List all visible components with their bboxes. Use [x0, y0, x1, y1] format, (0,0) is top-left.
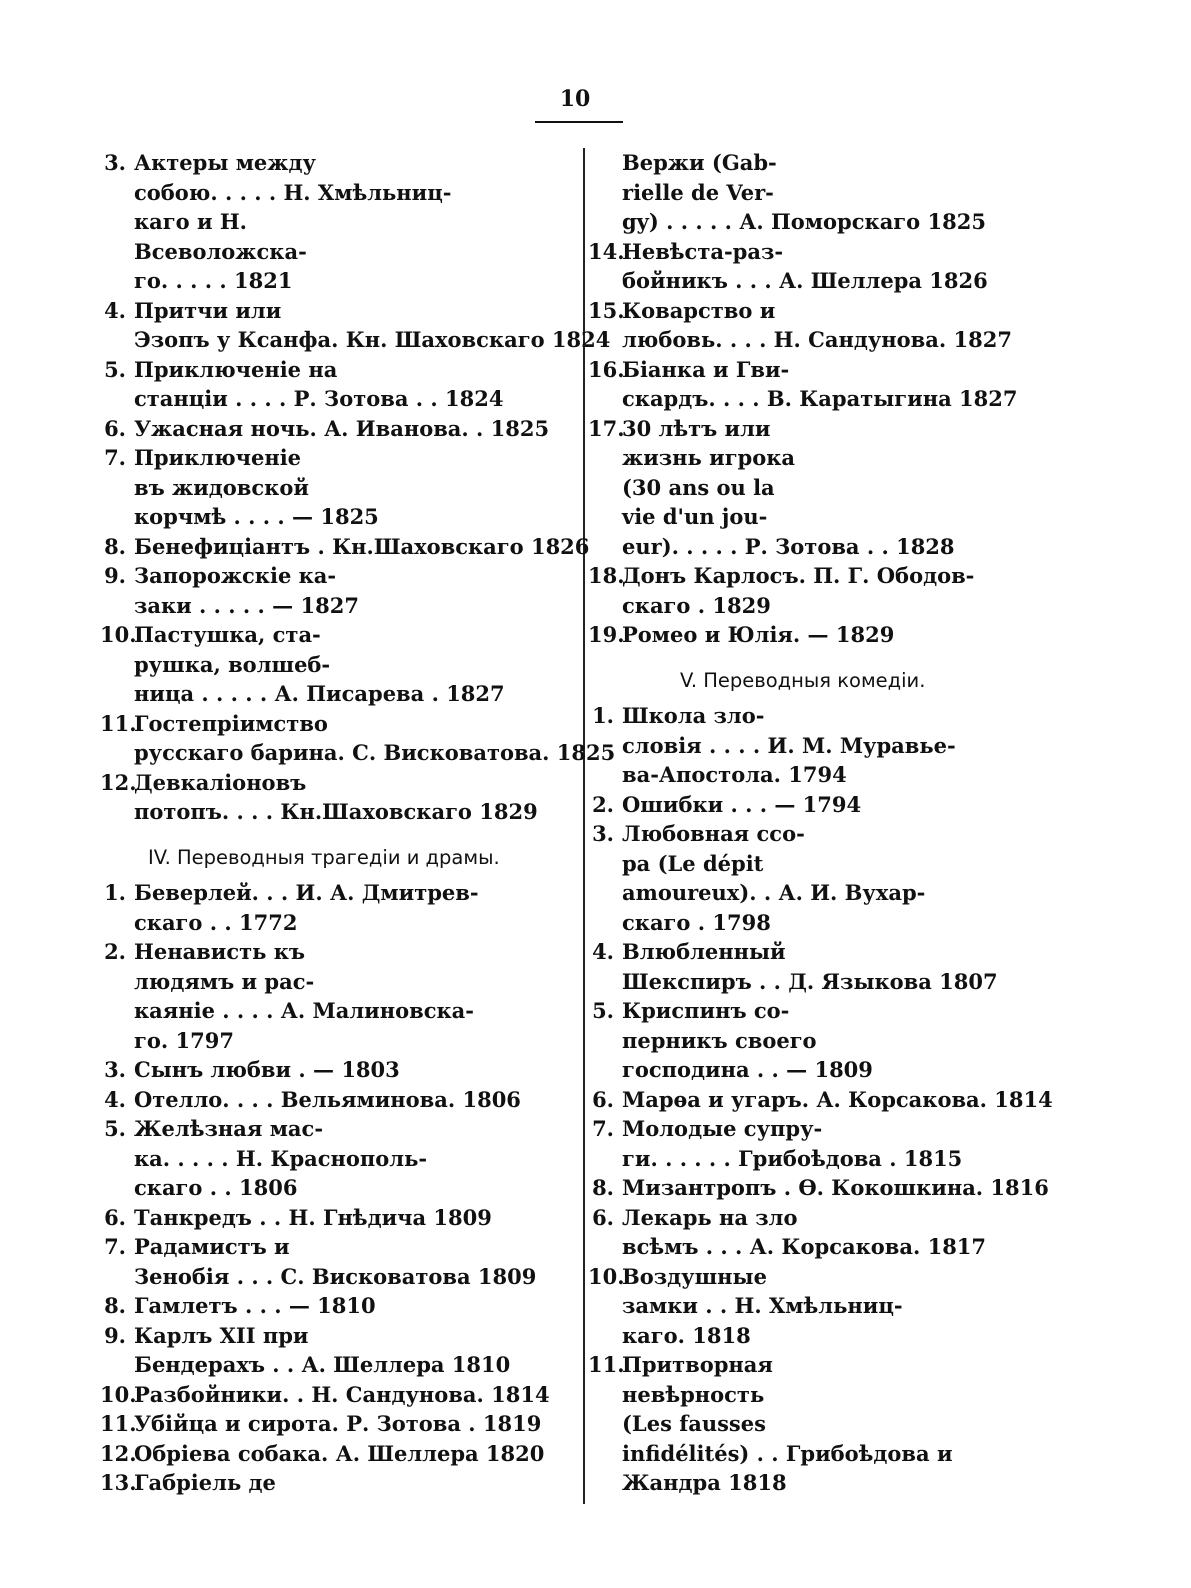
entry-line: vie d'un jou-	[622, 504, 768, 529]
entry-line: Мизантропъ . Ѳ. Кокошкина. 1816	[622, 1175, 1049, 1200]
entry-line: rielle de Ver-	[622, 179, 774, 205]
entry-line: Приключеніе	[134, 445, 302, 470]
entry-number: 4.	[592, 939, 614, 964]
entry-number: 4.	[104, 1086, 126, 1112]
play-entry	[100, 1085, 578, 1115]
entry-line: Шекспиръ . . Д. Языкова 1807	[622, 968, 998, 994]
entry-line: Коварство и	[622, 297, 776, 323]
entry-line: Ошибки . . . — 1794	[622, 791, 862, 817]
entry-number: 13.	[100, 1470, 137, 1495]
entry-number: 12.	[100, 1440, 137, 1466]
entry-line: eur). . . . . Р. Зотова . . 1828	[622, 533, 955, 559]
entry-line: корчмѣ . . . . — 1825	[134, 504, 379, 529]
play-entry	[100, 355, 578, 414]
entry-line: потопъ. . . . Кн.Шаховскаго 1829	[134, 799, 538, 824]
entry-line: замки . . Н. Хмѣльниц-	[622, 1293, 903, 1318]
play-entry	[100, 1380, 578, 1410]
entry-line: Молодые супру-	[622, 1116, 823, 1141]
entry-line: Всеволожска-	[134, 238, 307, 264]
entry-number: 8.	[104, 533, 126, 559]
entry-line: Воздушные	[622, 1263, 767, 1289]
entry-line: скаго . 1829	[622, 592, 771, 618]
play-entry	[100, 1439, 578, 1469]
entry-number: 6.	[592, 1204, 614, 1230]
play-entry	[100, 878, 578, 937]
entry-line: Отелло. . . . Вельяминова. 1806	[134, 1086, 521, 1112]
entry-line: въ жидовской	[134, 474, 309, 500]
entry-number: 9.	[104, 563, 126, 588]
entry-line: Карлъ XII при	[134, 1322, 309, 1348]
entry-number: 3.	[592, 821, 614, 846]
entry-number: 1.	[104, 880, 126, 905]
page-number-rule	[535, 121, 623, 123]
entry-line: перникъ своего	[622, 1027, 817, 1053]
entry-line: Притчи или	[134, 297, 282, 323]
entry-line: господина . . — 1809	[622, 1057, 873, 1082]
entry-number: 11.	[100, 1411, 137, 1436]
entry-number: 6.	[104, 1204, 126, 1230]
entry-number: 7.	[592, 1116, 614, 1141]
entry-line: Бендерахъ . . А. Шеллера 1810	[134, 1352, 511, 1377]
entry-line: Гостепріимство	[134, 710, 328, 736]
entry-line: любовь. . . . Н. Сандунова. 1827	[622, 327, 1012, 352]
play-entry	[588, 937, 1048, 996]
entry-number: 17.	[588, 415, 625, 441]
entry-line: го. . . . . 1821	[134, 268, 293, 293]
entry-line: Школа зло-	[622, 703, 765, 728]
entry-line: Обріева собака. А. Шеллера 1820	[134, 1440, 545, 1466]
entry-line: Беверлей. . . И. А. Дмитрев-	[134, 880, 479, 905]
entry-line: рушка, волшеб-	[134, 651, 331, 677]
entry-line: infidélités) . . Грибоѣдова и	[622, 1440, 953, 1466]
entry-line: заки . . . . . — 1827	[134, 592, 359, 618]
entry-line: Девкаліоновъ	[134, 769, 307, 795]
play-entry	[588, 237, 1048, 296]
play-entry	[588, 414, 1048, 562]
entry-number: 3.	[104, 1057, 126, 1082]
section-heading: V. Переводныя комедіи.	[680, 668, 926, 692]
entry-line: Приключеніе на	[134, 356, 338, 382]
entry-line: Запорожскіе ка-	[134, 563, 337, 588]
entry-line: Пастушка, ста-	[134, 622, 321, 647]
entry-line: людямъ и рас-	[134, 968, 315, 994]
play-entry	[588, 1085, 1053, 1115]
play-entry	[100, 620, 578, 709]
entry-line: Любовная ссо-	[622, 821, 805, 846]
entry-number: 12.	[100, 769, 137, 795]
section-heading: IV. Переводныя трагедіи и драмы.	[148, 845, 500, 869]
entry-line: жизнь игрока	[622, 445, 796, 470]
page-number: 10	[559, 86, 591, 112]
play-entry	[100, 1055, 578, 1085]
entry-line: русскаго барина. С. Висковатова. 1825	[134, 740, 616, 765]
entry-line: Эзопъ у Ксанфа. Кн. Шаховскаго 1824	[134, 327, 611, 352]
entry-line: Габріель де	[134, 1470, 276, 1495]
entry-line: Лекарь на зло	[622, 1204, 798, 1230]
entry-number: 2.	[592, 791, 614, 817]
entry-line: скаго . . 1806	[134, 1175, 298, 1200]
play-entry	[100, 532, 590, 562]
entry-line: скаго . . 1772	[134, 909, 298, 935]
entry-line: (30 ans ou la	[622, 474, 775, 500]
play-entry	[100, 768, 578, 827]
entry-number: 7.	[104, 445, 126, 470]
entry-line: Вержи (Gab-	[622, 150, 777, 175]
entry-number: 10.	[588, 1263, 625, 1289]
entry-number: 4.	[104, 297, 126, 323]
entry-number: 6.	[104, 415, 126, 441]
entry-number: 18.	[588, 563, 625, 588]
entry-number: 8.	[104, 1293, 126, 1318]
play-entry	[100, 561, 578, 620]
entry-line: Жандра 1818	[622, 1470, 787, 1495]
play-entry	[100, 937, 578, 1055]
entry-line: скаго . 1798	[622, 909, 771, 935]
entry-number: 11.	[100, 710, 137, 736]
entry-number: 11.	[588, 1352, 625, 1377]
entry-number: 15.	[588, 297, 625, 323]
entry-line: ка. . . . . Н. Краснополь-	[134, 1145, 428, 1171]
entry-number: 5.	[104, 1116, 126, 1141]
entry-line: го. 1797	[134, 1027, 234, 1053]
play-entry	[100, 1468, 578, 1498]
entry-number: 10.	[100, 1381, 137, 1407]
play-entry	[100, 148, 578, 296]
entry-number: 19.	[588, 622, 625, 647]
entry-number: 10.	[100, 622, 137, 647]
play-entry	[100, 1291, 578, 1321]
play-entry	[588, 1173, 1048, 1203]
entry-line: Ромео и Юлія. — 1829	[622, 622, 895, 647]
entry-line: Ненависть къ	[134, 939, 305, 964]
entry-line: ги. . . . . . Грибоѣдова . 1815	[622, 1145, 963, 1171]
play-entry	[100, 414, 578, 444]
play-entry	[588, 561, 1048, 620]
entry-number: 16.	[588, 356, 625, 382]
entry-number: 14.	[588, 238, 625, 264]
entry-line: ница . . . . . А. Писарева . 1827	[134, 681, 505, 706]
entry-line: Актеры между	[134, 150, 316, 175]
entry-number: 3.	[104, 150, 126, 175]
entry-line: словія . . . . И. М. Муравье-	[622, 732, 956, 758]
play-entry	[588, 819, 1048, 937]
entry-number: 9.	[104, 1322, 126, 1348]
entry-line: каяніе . . . . А. Малиновска-	[134, 998, 474, 1023]
entry-line: каго и Н.	[134, 209, 247, 234]
entry-line: Убійца и сирота. Р. Зотова . 1819	[134, 1411, 542, 1436]
entry-line: Притворная	[622, 1352, 773, 1377]
entry-number: 8.	[592, 1175, 614, 1200]
entry-line: Марѳа и угаръ. А. Корсакова. 1814	[622, 1086, 1053, 1112]
entry-line: amoureux). . А. И. Вухар-	[622, 880, 926, 905]
entry-line: Біанка и Гви-	[622, 356, 790, 382]
play-entry	[588, 1350, 1048, 1498]
right-column	[588, 148, 1053, 1498]
entry-line: ра (Le dépit	[622, 850, 764, 876]
entry-line: каго. 1818	[622, 1322, 751, 1348]
entry-number: 1.	[592, 703, 614, 728]
entry-line: Желѣзная мас-	[134, 1116, 324, 1141]
entry-line: (Les fausses	[622, 1411, 766, 1436]
entry-line: Донъ Карлосъ. П. Г. Ободов-	[622, 563, 975, 588]
entry-number: 5.	[592, 998, 614, 1023]
entry-line: Влюбленный	[622, 939, 786, 964]
entry-line: Радамистъ и	[134, 1234, 290, 1259]
play-entry	[100, 1114, 578, 1203]
play-entry	[100, 1409, 578, 1439]
play-entry	[588, 620, 1048, 650]
entry-line: бойникъ . . . А. Шеллера 1826	[622, 268, 988, 293]
entry-line: всѣмъ . . . А. Корсакова. 1817	[622, 1234, 987, 1259]
play-entry	[100, 443, 578, 532]
entry-line: скардъ. . . . В. Каратыгина 1827	[622, 386, 1018, 411]
play-entry	[100, 1321, 578, 1380]
entry-number: 5.	[104, 356, 126, 382]
entry-line: Разбойники. . Н. Сандунова. 1814	[134, 1381, 550, 1407]
play-entry	[588, 1203, 1048, 1262]
play-entry	[588, 790, 1048, 820]
entry-number: 7.	[104, 1234, 126, 1259]
entry-line: gy) . . . . . А. Поморскаго 1825	[622, 209, 986, 234]
entry-line: Бенефиціантъ . Кн.Шаховскаго 1826	[134, 533, 590, 559]
entry-line: станціи . . . . Р. Зотова . . 1824	[134, 386, 504, 411]
play-entry	[588, 1262, 1048, 1351]
play-entry	[588, 996, 1048, 1085]
entry-line: невѣрность	[622, 1381, 765, 1407]
entry-number: 6.	[592, 1086, 614, 1112]
entry-line: Криспинъ со-	[622, 998, 790, 1023]
entry-line: Сынъ любви . — 1803	[134, 1057, 400, 1082]
entry-line: ва-Апостола. 1794	[622, 762, 847, 787]
entry-line: Зенобія . . . С. Висковатова 1809	[134, 1263, 537, 1289]
entry-number: 2.	[104, 939, 126, 964]
play-entry	[588, 701, 1048, 790]
continued-entry	[588, 148, 1048, 237]
play-entry	[100, 709, 616, 768]
play-entry	[588, 355, 1048, 414]
play-entry	[588, 1114, 1048, 1173]
play-entry	[100, 1203, 578, 1233]
entry-line: Танкредъ . . Н. Гнѣдича 1809	[134, 1204, 492, 1230]
entry-line: Невѣста-раз-	[622, 238, 784, 264]
entry-line: 30 лѣтъ или	[622, 415, 771, 441]
entry-line: Ужасная ночь. А. Иванова. . 1825	[134, 415, 550, 441]
entry-line: собою. . . . . Н. Хмѣльниц-	[134, 179, 452, 205]
play-entry	[588, 296, 1048, 355]
entry-line: Гамлетъ . . . — 1810	[134, 1293, 376, 1318]
play-entry	[100, 1232, 578, 1291]
